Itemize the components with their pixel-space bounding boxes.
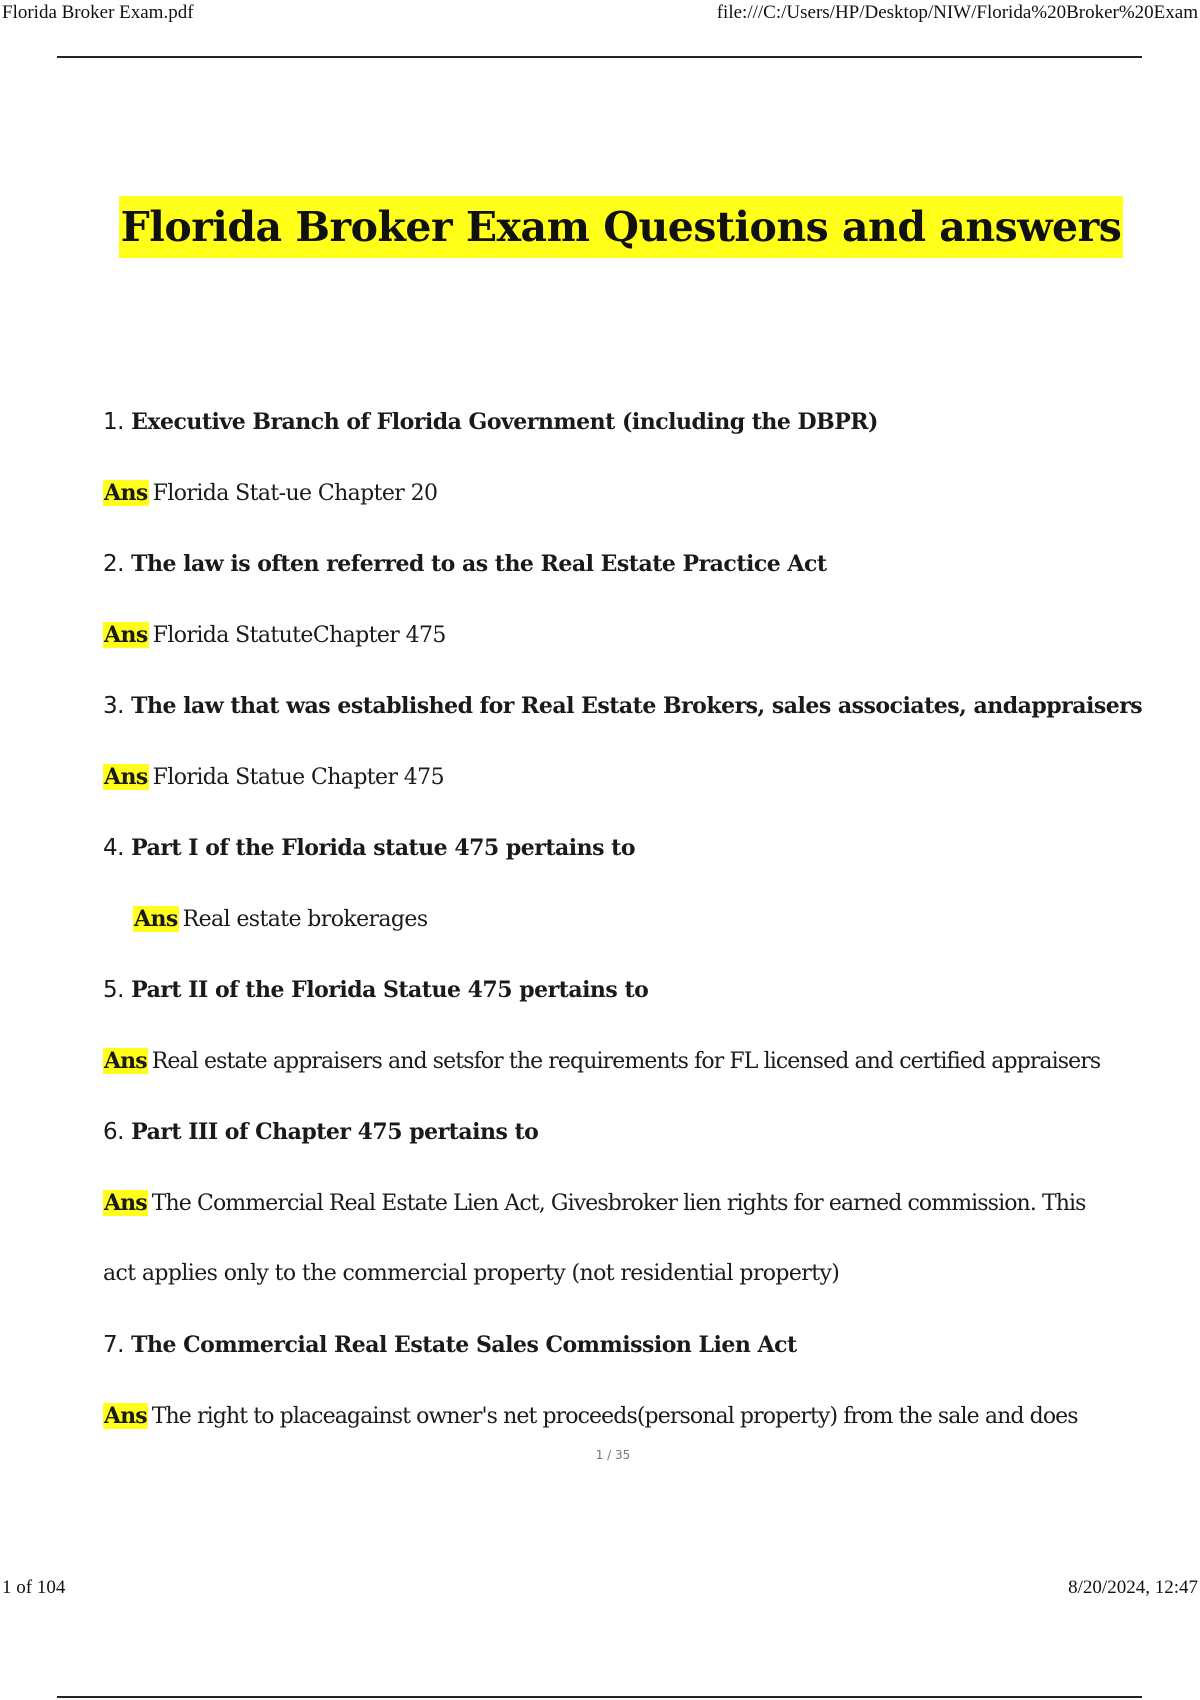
question-text: Part I of the Florida statue 475 pertains to <box>131 835 636 861</box>
question-text: The law that was established for Real Estate Brokers, sales associates, andappraisers <box>131 693 1143 719</box>
question-text: The Commercial Real Estate Sales Commission Lien Act <box>131 1332 797 1358</box>
question-number: 6. <box>103 1119 124 1145</box>
page-title: Florida Broker Exam Questions and answers <box>119 196 1124 258</box>
question-number: 3. <box>103 693 124 719</box>
answer-text: Florida Statue Chapter 475 <box>152 765 444 790</box>
print-footer-page-count: 1 of 104 <box>2 1577 66 1598</box>
question-6 <box>103 1114 1143 1185</box>
answer-text: Florida Stat-ue Chapter 20 <box>152 481 438 506</box>
question-7 <box>103 1327 1143 1398</box>
title-wrap <box>0 196 1200 258</box>
question-text: Part II of the Florida Statue 475 pertains to <box>131 977 649 1003</box>
question-4 <box>103 830 1143 901</box>
answer-2 <box>103 617 1143 688</box>
answer-3 <box>103 759 1143 830</box>
question-number: 5. <box>103 977 124 1003</box>
answer-text: The Commercial Real Estate Lien Act, Givesbroker lien rights for earned commission. This <box>151 1191 1086 1216</box>
answer-text: Real estate brokerages <box>182 907 428 932</box>
print-footer-datetime: 8/20/2024, 12:47 <box>1068 1577 1198 1598</box>
answer-5 <box>103 1043 1143 1114</box>
answer-6 <box>103 1185 1143 1256</box>
answer-label: Ans <box>104 1403 147 1429</box>
answer-6-continuation: act applies only to the commercial property (not residential property) <box>103 1261 840 1286</box>
answer-label: Ans <box>134 906 178 932</box>
page-indicator: 1 / 35 <box>595 1448 631 1462</box>
answer-label: Ans <box>104 1190 147 1216</box>
answer-text: Real estate appraisers and setsfor the requirements for FL licensed and certified appraisers <box>151 1049 1101 1074</box>
answer-label: Ans <box>104 622 148 648</box>
bottom-rule <box>57 1696 1142 1698</box>
answer-label: Ans <box>104 1048 147 1074</box>
question-text: The law is often referred to as the Real Estate Practice Act <box>131 551 827 577</box>
question-5 <box>103 972 1143 1043</box>
question-text: Part III of Chapter 475 pertains to <box>131 1119 539 1145</box>
answer-4 <box>103 901 1143 972</box>
print-header-file-path: file:///C:/Users/HP/Desktop/NIW/Florida%20Broker%20Exam <box>716 2 1198 23</box>
answer-label: Ans <box>104 480 148 506</box>
question-number: 4. <box>103 835 124 861</box>
print-header-doc-name: Florida Broker Exam.pdf <box>2 2 194 23</box>
qa-list <box>103 404 1143 1469</box>
top-rule <box>57 56 1142 58</box>
question-number: 7. <box>103 1332 124 1358</box>
answer-label: Ans <box>104 764 148 790</box>
question-2 <box>103 546 1143 617</box>
answer-text: Florida StatuteChapter 475 <box>152 623 446 648</box>
answer-1 <box>103 475 1143 546</box>
question-3 <box>103 688 1143 759</box>
question-number: 1. <box>103 409 124 435</box>
question-1 <box>103 404 1143 475</box>
answer-text: The right to placeagainst owner's net proceeds(personal property) from the sale and does <box>151 1404 1078 1429</box>
question-number: 2. <box>103 551 124 577</box>
question-text: Executive Branch of Florida Government (including the DBPR) <box>131 409 878 435</box>
